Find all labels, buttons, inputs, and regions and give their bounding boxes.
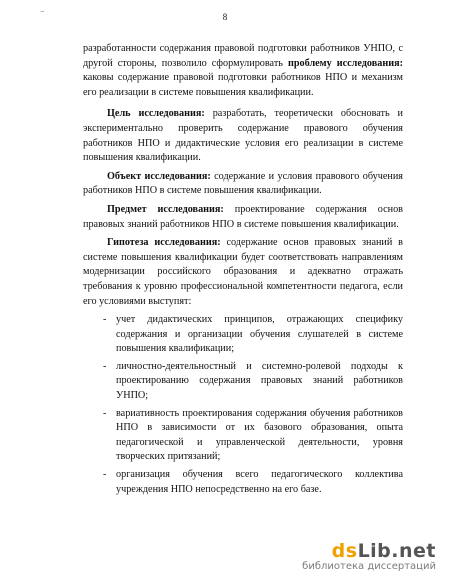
logo-prefix: ds (331, 540, 358, 562)
problem-intro-text: разработанности содержания правовой подготовки работников УНПО, с другой стороны, позволило сформулировать (83, 43, 403, 69)
hypothesis-label: Гипотеза исследования: (107, 237, 221, 249)
hypothesis-text: содержание основ правовых знаний в системе повышения квалификации будет соответствовать направлениям модернизации российского образования и адекватно отражать требования к уровню профессиональной компетентности педагога, если его условиями выступят: (83, 237, 403, 307)
paragraph-subject (83, 203, 403, 232)
paragraph-goal (83, 107, 403, 165)
list-item (83, 313, 403, 357)
condition-text: организация обучения всего педагогического коллектива учреждения НПО непосредственно на его базе. (116, 469, 403, 495)
dash-bullet: - (103, 360, 107, 372)
subject-label: Предмет исследования: (107, 203, 224, 215)
dash-bullet: - (103, 314, 107, 326)
goal-text: разработать, теоретически обосновать и экспериментально проверить содержание правового обучения работников НПО и дидактические условия его реализации в системе повышения квалификации. (83, 108, 403, 164)
problem-label: проблему исследования: (287, 57, 403, 69)
conditions-list (83, 313, 403, 497)
paragraph-problem (83, 42, 403, 100)
paragraph-hypothesis (83, 236, 403, 309)
page-number: 8 (222, 12, 228, 22)
subject-text: проектирование содержания основ правовых знаний работников НПО в системе повышения квалификации. (83, 203, 403, 230)
list-item (83, 360, 403, 404)
list-item (83, 468, 403, 497)
scan-mark: ⁻ (40, 8, 45, 18)
object-text: содержание и условия правового обучения работников НПО в системе повышения квалификации. (83, 170, 403, 197)
dash-bullet: - (103, 469, 107, 481)
watermark-logo (302, 540, 436, 562)
condition-text: личностно-деятельностный и системно-ролевой подходы к проектированию содержания правовых знаний работников УНПО; (116, 360, 403, 402)
condition-text: вариативность проектирования содержания обучения работников НПО в зависимости от их базового образования, опыта педагогической и управленческой деятельности, уровня творческих притязаний; (116, 407, 403, 463)
list-item (83, 407, 403, 465)
object-label: Объект исследования: (107, 170, 211, 182)
problem-text: каковы содержание правовой подготовки работников НПО и механизм его реализации в системе повышения квалификации. (83, 72, 403, 98)
document-body (83, 42, 403, 500)
watermark-subtitle: библиотека диссертаций (302, 561, 436, 572)
dslib-watermark[interactable] (302, 540, 436, 572)
condition-text: учет дидактических принципов, отражающих специфику содержания и организации обучения слушателей в системе повышения квалификации; (116, 314, 403, 355)
goal-label: Цель исследования: (107, 108, 205, 120)
logo-suffix: Lib.net (357, 540, 436, 562)
dash-bullet: - (103, 407, 107, 419)
paragraph-object (83, 170, 403, 199)
